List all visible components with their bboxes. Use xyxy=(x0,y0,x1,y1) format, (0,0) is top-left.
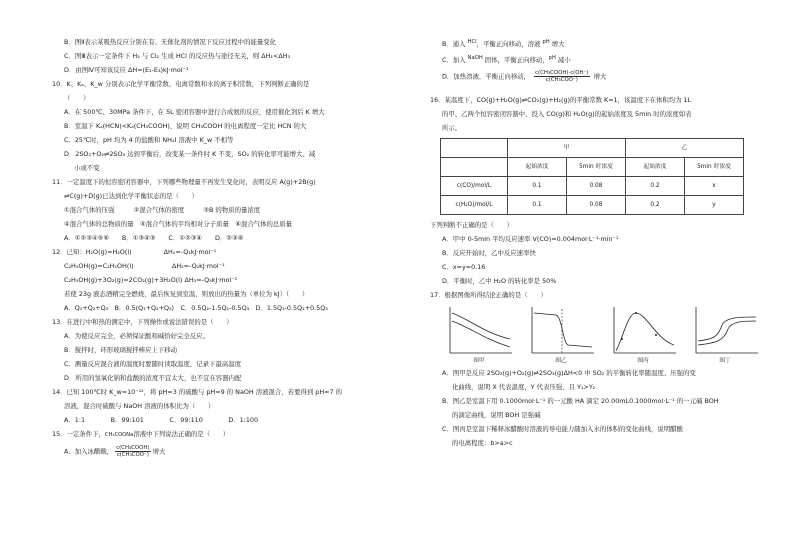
text-line: B．室温下 Kₐ(HCN)<Kₐ(CH₃COOH)，说明 CH₃COOH 的电离程度一定比 HCN 的大 xyxy=(64,122,307,130)
figure-yi xyxy=(526,305,596,367)
group-yi: 乙 xyxy=(626,138,744,157)
figure-bing-graph xyxy=(608,305,678,357)
q16-stem-1: 16．某温度下，CO(g)+H₂O(g)⇌CO₂(g)+H₂(g)的平衡常数 K=1，该温度下在体积均为 1L xyxy=(430,95,692,104)
text-line: 若使 23g 液态酒精完全燃烧，最后恢复到室温，则放出的热量为（单位为 kJ）（ ） xyxy=(64,290,309,298)
text-line: ①混合气体的压强 ②混合气体的密度 ③B 的物质的量浓度 xyxy=(64,206,261,214)
table-header xyxy=(441,157,508,176)
table-row: c(H₂O)/mol/L 0.1 0.08 0.2 y xyxy=(441,195,744,214)
text-line: 溶液，混合时硫酸与 NaOH 溶液的体积比为（ ） xyxy=(64,402,215,410)
q16-stem-3: 所示。 xyxy=(442,123,462,132)
figure-ding-caption: 图丁 xyxy=(719,357,731,364)
figure-yi-graph xyxy=(526,305,596,357)
figure-jia-graph xyxy=(444,305,514,357)
text-line: C．图Ⅲ表示一定条件下 H₂ 与 Cl₂ 生成 HCl 的反应热与途径无关，则 ΔH₁<ΔH₃ xyxy=(64,52,291,60)
text-line: 11．一定温度下的恒容密闭容器中，下列哪些物理量不再发生变化时，表明反应 A(g)+2B(g) xyxy=(52,178,316,186)
text-line: A．①②③④⑤⑥ B．①③④⑤ C．①②③④ D．②③⑥ xyxy=(64,234,244,242)
q15-option-d: D．加热溶液，平衡正向移动， $\frac{\text{c(CH₃COOH)·c(OH⁻)}}{\text{c(CH₃COO⁻)}}$ 增大 xyxy=(442,70,607,84)
text-line: D．2SO₂+O₂⇌2SO₃ 达到平衡后，改变某一条件时 K 不变，SO₂ 的转化率可能增大、减 xyxy=(64,150,316,158)
q17-option-c-cont: 的电离程度：b>a>c xyxy=(452,438,513,447)
q17-option-b: B．图乙是室温下用 0.1000mol·L⁻¹ 的一元酸 HA 滴定 20.00mL0.1000mol·L⁻¹ 的一元碱 BOH xyxy=(442,396,719,405)
text-line: A．1:1 B．99:101 C．99:110 D．1:100 xyxy=(64,416,259,424)
text-line: C₂H₅OH(g)=C₂H₅OH(l) ΔH₂=-Q₂kJ·mol⁻¹ xyxy=(64,262,225,270)
group-jia: 甲 xyxy=(508,138,626,157)
text-line: D．所用的氢氧化钠和盐酸的浓度不宜太大，也不宜在容器内配 xyxy=(64,374,242,382)
text-line: A．在 500℃、30MPa 条件下，在 5L 密闭容器中进行合成氨的反应，使用催化剂后 K 增大 xyxy=(64,108,325,116)
q15-d-fraction: $\frac{\text{c(CH₃COOH)·c(OH⁻)}}{\text{c(CH₃COO⁻)}}$ xyxy=(535,70,589,84)
text-line: 12．已知：H₂O(g)=H₂O(l) ΔH₁=-Q₁kJ·mol⁻¹ xyxy=(52,248,217,256)
text-line: C．测量反应混合液的温度时要随时读取温度，记录下最高温度 xyxy=(64,360,242,368)
text-line: B．搅拌时，环形玻璃搅拌棒应上下移动 xyxy=(64,346,178,354)
q17-figures xyxy=(444,305,760,367)
figure-bing-caption: 图丙 xyxy=(637,357,649,364)
text-line: ④混合气体的总物质的量 ⑤混合气体的平均相对分子质量 ⑥混合气体的总质量 xyxy=(64,220,293,228)
q17-option-a-cont: 化曲线，说明 X 代表温度，Y 代表压强，且 Y₁>Y₂ xyxy=(452,382,596,391)
figure-jia-caption: 图甲 xyxy=(473,357,485,364)
q15-option-a: A．加入冰醋酸， $\frac{\text{c(CH₃COOH)}}{\text{c(CH₃COO⁻)}}$ 增大 xyxy=(64,445,166,458)
figure-ding xyxy=(690,305,760,367)
table-header: 5min 时浓度 xyxy=(567,157,626,176)
table-header: 5min 时浓度 xyxy=(685,157,744,176)
left-column xyxy=(52,38,397,469)
q16-option-d: D．平衡时，乙中 H₂O 的转化率是 50% xyxy=(442,276,557,285)
text-line: A．为使反应完全，必须保证酸和碱恰好完全反应。 xyxy=(64,332,209,340)
q17-option-c: C．图丙是室温下稀释冰醋酸时溶液的导电能力随加入水的体积的变化曲线，说明醋酸 xyxy=(442,424,683,433)
text-line: 10．K、Kₐ、K_w 分别表示化学平衡常数、电离常数和水的离子积常数，下列判断正确的是 xyxy=(52,80,310,88)
figure-jia xyxy=(444,305,514,367)
q16-option-a: A．甲中 0-5min 平均反应速率 V(CO)=0.004mol·L⁻¹·min⁻¹ xyxy=(442,234,619,243)
text-line: A．Q₁+Q₂+Q₃ B．0.5(Q₁+Q₂+Q₃) C．0.5Q₂-1.5Q₁-0.5Q₃ D．1.5Q₁-0.5Q₂+0.5Q₃ xyxy=(64,304,328,312)
text-line: 小或不变 xyxy=(74,164,100,172)
figure-bing xyxy=(608,305,678,367)
table-row: c(CO)/mol/L 0.1 0.08 0.2 x xyxy=(441,176,744,195)
figure-ding-graph xyxy=(690,305,760,357)
q15-option-c: C．加入 $^{NaOH}$ 固体，平衡正向移动，$^{pH}$ 减小 xyxy=(442,55,571,65)
text-line: C₂H₅OH(g)+3O₂(g)=2CO₂(g)+3H₂O(l) ΔH₃=-Q₃kJ·mol⁻¹ xyxy=(64,276,238,284)
q17-option-b-cont: 的滴定曲线，说明 BOH 是强碱 xyxy=(452,410,541,419)
text-line: （ ） xyxy=(64,94,90,102)
text-line: ⇌C(g)+D(g)已达到化学平衡状态的是（ ） xyxy=(64,192,199,200)
text-line: 14．已知 100℃时 K_w=10⁻¹²，将 pH=3 的硫酸与 pH=9 的 NaOH 溶液混合，若要得到 pH=7 的 xyxy=(52,388,342,396)
text-line: B．图Ⅱ表示某吸热反应分别在有、无催化剂的情况下反应过程中的能量变化 xyxy=(64,38,277,46)
q16-stem-2: 的甲、乙两个恒容密闭容器中，投入 CO(g)和 H₂O(g)的起始浓度及 5min 时的浓度如表 xyxy=(442,109,692,118)
q17-option-a: A．图甲是反应 2SO₂(g)+O₂(g)⇌2SO₃(g)ΔH<0 中 SO₂ 的平衡转化率随温度、压强的变 xyxy=(442,368,696,377)
figure-yi-caption: 图乙 xyxy=(555,357,567,364)
q16-prompt: 下列判断不正确的是（ ） xyxy=(430,220,514,229)
text-line: C．25℃时，pH 均为 4 的盐酸和 NH₄I 溶液中 K_w 不相等 xyxy=(64,136,234,144)
q16-option-b: B．反应开始时，乙中反应速率快 xyxy=(442,248,536,257)
q17-stem: 17．根据图像所得结论正确的是（ ） xyxy=(430,290,547,299)
text-line: 13．在进行中和热的测定中，下列操作或说法错误的是（ ） xyxy=(52,318,233,326)
q15-stem: 15．一定条件下，CH₃COONa溶液中下列说法正确的是（ ） xyxy=(52,430,230,438)
q15-a-fraction: $\frac{\text{c(CH₃COOH)}}{\text{c(CH₃COO⁻)}}$ xyxy=(116,445,150,458)
table-header: 起始浓度 xyxy=(626,157,685,176)
q16-option-c: C．x=y=0.16 xyxy=(442,262,486,271)
text-line: D．由图Ⅳ可知该反应 ΔH=(E₁-E₃)kJ·mol⁻¹ xyxy=(64,66,189,74)
table-header: 起始浓度 xyxy=(508,157,567,176)
right-column xyxy=(430,38,760,453)
q16-table xyxy=(440,138,744,215)
q15-option-b: B．通入 $^{HCl}$，平衡正向移动，溶液 $^{pH}$ 增大 xyxy=(442,39,565,49)
